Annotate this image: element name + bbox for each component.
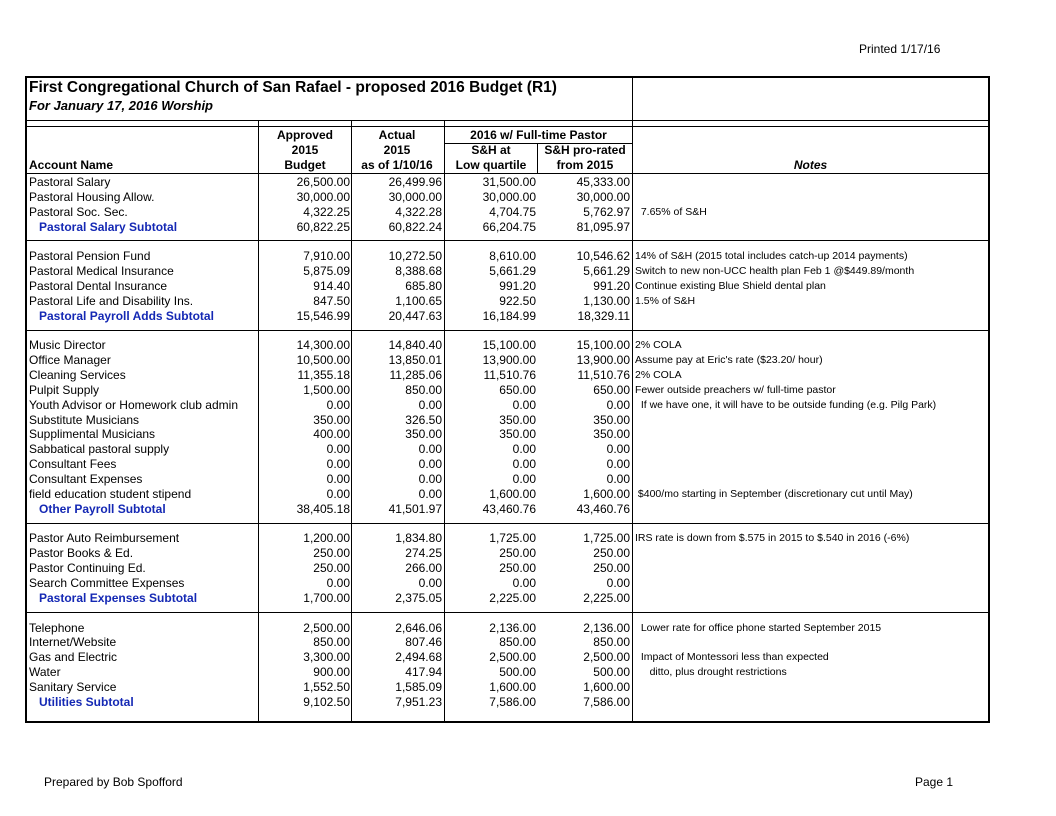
approved-2015-value: 15,546.99: [296, 308, 350, 323]
actual-2015-value: 2,494.68: [395, 650, 442, 665]
approved-2015-value: 0.00: [326, 457, 350, 472]
subtotal-label: Other Payroll Subtotal: [39, 501, 166, 516]
col-line-4: [632, 120, 633, 723]
prorated-value: 0.00: [606, 397, 630, 412]
account-name: Pastoral Life and Disability Ins.: [29, 293, 194, 308]
prorated-value: 11,510.76: [577, 368, 630, 383]
row-note: 14% of S&H (2015 total includes catch-up 2014 payments): [635, 250, 908, 263]
approved-2015-value: 250.00: [313, 561, 350, 576]
notes-header: Notes: [793, 158, 828, 172]
account-name: Substitute Musicians: [29, 412, 140, 427]
account-name: Pulpit Supply: [29, 382, 100, 397]
low-quartile-value: 350.00: [499, 427, 536, 442]
actual-2015-value: 20,447.63: [388, 308, 442, 323]
subtotal-label: Pastoral Expenses Subtotal: [39, 590, 198, 605]
approved-2015-value: 9,102.50: [303, 694, 350, 709]
prorated-value: 250.00: [593, 561, 630, 576]
low-quartile-value: 991.20: [499, 278, 536, 293]
prorated-value: 991.20: [593, 278, 630, 293]
account-name: Music Director: [29, 338, 106, 353]
prorated-value: 650.00: [593, 382, 630, 397]
approved-2015-value: 350.00: [313, 412, 350, 427]
account-name: field education student stipend: [29, 486, 192, 501]
account-name-header: Account Name: [29, 158, 114, 172]
account-name: Pastoral Pension Fund: [29, 249, 151, 264]
actual-2015-value: 8,388.68: [395, 264, 442, 279]
actual-header-1: Actual: [378, 128, 416, 142]
low-quartile-header-2: Low quartile: [455, 158, 527, 172]
prorated-value: 850.00: [593, 635, 630, 650]
prorated-value: 1,725.00: [583, 531, 630, 546]
actual-2015-value: 60,822.24: [388, 219, 442, 234]
approved-2015-value: 4,322.25: [303, 204, 350, 219]
prorated-value: 0.00: [606, 442, 630, 457]
prorated-value: 18,329.11: [577, 308, 630, 323]
actual-2015-value: 26,499.96: [388, 175, 442, 189]
actual-2015-value: 7,951.23: [395, 694, 442, 709]
prorated-value: 350.00: [593, 412, 630, 427]
low-quartile-header-1: S&H at: [471, 143, 511, 157]
account-name: Sabbatical pastoral supply: [29, 442, 170, 457]
header-bottom-rule: [27, 173, 988, 174]
low-quartile-value: 1,600.00: [489, 679, 536, 694]
approved-2015-value: 900.00: [313, 665, 350, 680]
prorated-value: 5,661.29: [583, 264, 630, 279]
actual-2015-value: 274.25: [405, 546, 442, 561]
actual-2015-value: 350.00: [405, 427, 442, 442]
approved-2015-value: 1,552.50: [303, 679, 350, 694]
approved-2015-value: 26,500.00: [296, 175, 350, 189]
actual-header-2: 2015: [383, 143, 411, 157]
approved-2015-value: 2,500.00: [303, 620, 350, 635]
low-quartile-value: 0.00: [512, 575, 536, 590]
prorated-value: 43,460.76: [576, 501, 630, 516]
row-note: 1.5% of S&H: [635, 294, 696, 307]
approved-header-1: Approved: [276, 128, 333, 142]
prorated-value: 81,095.97: [576, 219, 630, 234]
account-name: Pastor Books & Ed.: [29, 546, 134, 561]
actual-2015-value: 4,322.28: [395, 204, 442, 219]
section-rule: [27, 240, 988, 241]
subtotal-label: Pastoral Salary Subtotal: [39, 219, 178, 234]
prorated-value: 0.00: [606, 575, 630, 590]
actual-2015-value: 266.00: [405, 561, 442, 576]
approved-2015-value: 250.00: [313, 546, 350, 561]
section-rule: [27, 523, 988, 524]
page-number: Page 1: [915, 775, 954, 789]
prorated-value: 10,546.62: [576, 249, 630, 264]
approved-header-3: Budget: [284, 158, 326, 172]
row-note: Assume pay at Eric's rate ($23.20/ hour): [635, 354, 823, 367]
prepared-by: Prepared by Bob Spofford: [44, 775, 183, 789]
approved-2015-value: 850.00: [313, 635, 350, 650]
prorated-header-1: S&H pro-rated: [544, 143, 626, 157]
approved-header-2: 2015: [291, 143, 319, 157]
low-quartile-value: 4,704.75: [489, 204, 536, 219]
account-name: Sanitary Service: [29, 679, 117, 694]
prorated-value: 30,000.00: [576, 189, 630, 204]
low-quartile-value: 1,725.00: [489, 531, 536, 546]
approved-2015-value: 1,200.00: [303, 531, 350, 546]
row-note: Continue existing Blue Shield dental plan: [635, 279, 826, 292]
row-note: Switch to new non-UCC health plan Feb 1 @$449.89/month: [635, 265, 915, 278]
actual-2015-value: 417.94: [405, 665, 442, 680]
account-name: Pastoral Dental Insurance: [29, 278, 168, 293]
row-note: Impact of Montessori less than expected: [635, 651, 829, 664]
actual-2015-value: 2,375.05: [395, 590, 442, 605]
prorated-value: 7,586.00: [583, 694, 630, 709]
approved-2015-value: 400.00: [313, 427, 350, 442]
actual-header-3: as of 1/10/16: [361, 158, 433, 172]
low-quartile-value: 250.00: [499, 546, 536, 561]
approved-2015-value: 5,875.09: [303, 264, 350, 279]
section-rule: [27, 330, 988, 331]
row-note: 2% COLA: [635, 369, 682, 382]
prorated-value: 2,225.00: [583, 590, 630, 605]
actual-2015-value: 326.50: [405, 412, 442, 427]
prorated-value: 0.00: [606, 457, 630, 472]
low-quartile-value: 11,510.76: [483, 368, 536, 383]
low-quartile-value: 0.00: [512, 397, 536, 412]
low-quartile-value: 922.50: [499, 293, 536, 308]
low-quartile-value: 30,000.00: [482, 189, 536, 204]
sheet-title: First Congregational Church of San Rafael - proposed 2016 Budget (R1): [29, 79, 557, 96]
row-note: $400/mo starting in September (discretionary cut until May): [635, 487, 913, 500]
low-quartile-value: 2,500.00: [489, 650, 536, 665]
low-quartile-value: 43,460.76: [482, 501, 536, 516]
section-rule: [27, 612, 988, 613]
prorated-value: 1,600.00: [583, 679, 630, 694]
prorated-value: 13,900.00: [576, 353, 630, 368]
prorated-value: 5,762.97: [583, 204, 630, 219]
prorated-value: 0.00: [606, 472, 630, 486]
approved-2015-value: 914.40: [313, 278, 350, 293]
low-quartile-value: 31,500.00: [482, 175, 536, 189]
approved-2015-value: 3,300.00: [303, 650, 350, 665]
actual-2015-value: 0.00: [418, 486, 442, 501]
actual-2015-value: 10,272.50: [388, 249, 442, 264]
prorated-value: 2,136.00: [583, 620, 630, 635]
row-note: 2% COLA: [635, 339, 682, 352]
approved-2015-value: 11,355.18: [297, 368, 350, 383]
row-note: If we have one, it will have to be outside funding (e.g. Pilg Park): [635, 398, 937, 411]
approved-2015-value: 1,700.00: [303, 590, 350, 605]
budget-sheet: [25, 76, 990, 723]
actual-2015-value: 30,000.00: [388, 189, 442, 204]
actual-2015-value: 2,646.06: [395, 620, 442, 635]
low-quartile-value: 0.00: [512, 457, 536, 472]
actual-2015-value: 807.46: [405, 635, 442, 650]
low-quartile-value: 15,100.00: [482, 338, 536, 353]
approved-2015-value: 0.00: [326, 472, 350, 486]
approved-2015-value: 7,910.00: [303, 249, 350, 264]
account-name: Office Manager: [29, 353, 111, 368]
low-quartile-value: 850.00: [499, 635, 536, 650]
account-name: Pastoral Salary: [29, 175, 111, 189]
account-name: Pastor Auto Reimbursement: [29, 531, 180, 546]
low-quartile-value: 350.00: [499, 412, 536, 427]
low-quartile-value: 5,661.29: [489, 264, 536, 279]
account-name: Internet/Website: [29, 635, 117, 650]
row-note: 7.65% of S&H: [635, 205, 707, 218]
prorated-value: 250.00: [593, 546, 630, 561]
group-rule: [445, 143, 632, 144]
row-note: Lower rate for office phone started September 2015: [635, 621, 882, 634]
account-name: Consultant Expenses: [29, 472, 143, 486]
actual-2015-value: 41,501.97: [388, 501, 442, 516]
approved-2015-value: 0.00: [326, 486, 350, 501]
actual-2015-value: 0.00: [418, 397, 442, 412]
approved-2015-value: 30,000.00: [296, 189, 350, 204]
subtotal-label: Pastoral Payroll Adds Subtotal: [39, 308, 214, 323]
actual-2015-value: 1,100.65: [395, 293, 442, 308]
approved-2015-value: 60,822.25: [296, 219, 350, 234]
approved-2015-value: 847.50: [313, 293, 350, 308]
actual-2015-value: 0.00: [418, 472, 442, 486]
actual-2015-value: 13,850.01: [388, 353, 442, 368]
low-quartile-value: 2,136.00: [489, 620, 536, 635]
row-note: ditto, plus drought restrictions: [635, 666, 787, 679]
account-name: Cleaning Services: [29, 368, 126, 383]
account-name: Supplimental Musicians: [29, 427, 156, 442]
prorated-value: 1,600.00: [583, 486, 630, 501]
low-quartile-value: 0.00: [512, 472, 536, 486]
account-name: Pastor Continuing Ed.: [29, 561, 146, 576]
account-name: Pastoral Soc. Sec.: [29, 204, 128, 219]
full-time-pastor-header: 2016 w/ Full-time Pastor: [470, 128, 607, 142]
prorated-header-2: from 2015: [556, 158, 614, 172]
title-block: [27, 78, 988, 121]
actual-2015-value: 11,285.06: [389, 368, 442, 383]
sheet-subtitle: For January 17, 2016 Worship: [29, 98, 213, 113]
prorated-value: 1,130.00: [583, 293, 630, 308]
approved-2015-value: 0.00: [326, 442, 350, 457]
actual-2015-value: 0.00: [418, 457, 442, 472]
low-quartile-value: 1,600.00: [489, 486, 536, 501]
approved-2015-value: 1,500.00: [303, 382, 350, 397]
low-quartile-value: 650.00: [499, 382, 536, 397]
approved-2015-value: 0.00: [326, 575, 350, 590]
header-rule: [27, 126, 988, 127]
account-name: Consultant Fees: [29, 457, 117, 472]
subtotal-label: Utilities Subtotal: [39, 694, 134, 709]
actual-2015-value: 685.80: [405, 278, 442, 293]
actual-2015-value: 850.00: [405, 382, 442, 397]
low-quartile-value: 66,204.75: [482, 219, 536, 234]
approved-2015-value: 0.00: [326, 397, 350, 412]
approved-2015-value: 38,405.18: [296, 501, 350, 516]
account-name: Pastoral Housing Allow.: [29, 189, 155, 204]
actual-2015-value: 14,840.40: [388, 338, 442, 353]
account-name: Telephone: [29, 620, 85, 635]
account-name: Gas and Electric: [29, 650, 118, 665]
prorated-value: 500.00: [593, 665, 630, 680]
prorated-value: 45,333.00: [576, 175, 630, 189]
prorated-value: 2,500.00: [583, 650, 630, 665]
low-quartile-value: 7,586.00: [489, 694, 536, 709]
low-quartile-value: 16,184.99: [482, 308, 536, 323]
low-quartile-value: 8,610.00: [489, 249, 536, 264]
row-note: IRS rate is down from $.575 in 2015 to $.540 in 2016 (-6%): [635, 532, 910, 545]
low-quartile-value: 250.00: [499, 561, 536, 576]
group-divider: [537, 143, 538, 173]
low-quartile-value: 500.00: [499, 665, 536, 680]
account-name: Search Committee Expenses: [29, 575, 185, 590]
printed-date: Printed 1/17/16: [859, 42, 941, 56]
actual-2015-value: 0.00: [418, 575, 442, 590]
account-name: Water: [29, 665, 61, 680]
low-quartile-value: 0.00: [512, 442, 536, 457]
prorated-value: 350.00: [593, 427, 630, 442]
account-name: Youth Advisor or Homework club admin: [29, 397, 238, 412]
title-divider: [632, 78, 633, 120]
approved-2015-value: 10,500.00: [296, 353, 350, 368]
prorated-value: 15,100.00: [576, 338, 630, 353]
account-name: Pastoral Medical Insurance: [29, 264, 174, 279]
approved-2015-value: 14,300.00: [296, 338, 350, 353]
low-quartile-value: 2,225.00: [489, 590, 536, 605]
col-line-1: [258, 120, 259, 723]
low-quartile-value: 13,900.00: [482, 353, 536, 368]
actual-2015-value: 1,585.09: [395, 679, 442, 694]
actual-2015-value: 1,834.80: [395, 531, 442, 546]
actual-2015-value: 0.00: [418, 442, 442, 457]
row-note: Fewer outside preachers w/ full-time pastor: [635, 383, 836, 396]
